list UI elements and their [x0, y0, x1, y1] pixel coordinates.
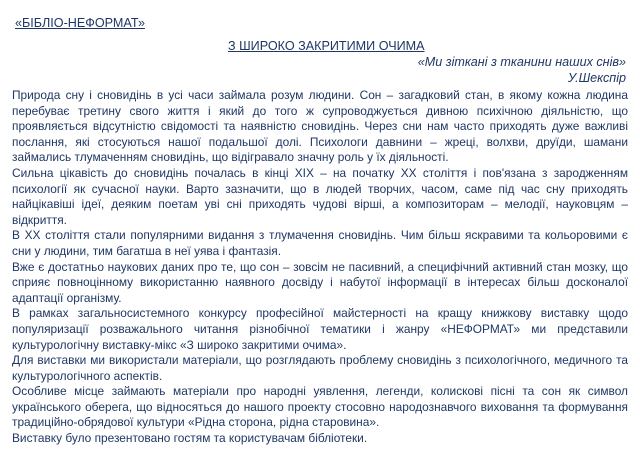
paragraph: Особливе місце займають матеріали про народні уявлення, легенди, колискові пісні та сон як символ українського оберега, що відносяться до нашого проекту стосовно народознавчого виховання та формування традиційно-обрядової культури «Рідна сторона, рідна старовина». [12, 384, 628, 430]
brand-title: «БІБЛІО-НЕФОРМАТ» [15, 16, 145, 30]
article-title: З ШИРОКО ЗАКРИТИМИ ОЧИМА [228, 39, 425, 53]
paragraph: В XX століття стали популярними видання з тлумачення сновидінь. Чим більш яскравими та кольоровими є сни у людини, тим багатша в неї уява і фантазія. [12, 228, 628, 258]
paragraph: В рамках загальносистемного конкурсу професійної майстерності на кращу книжкову виставку щодо популяризації розважального читання різнобічної тематики і жанру «НЕФОРМАТ» ми представили культурологічну виставку-мікс «З широко закритими очима». [12, 306, 628, 352]
epigraph [12, 54, 628, 86]
article-body [12, 88, 628, 447]
paragraph: Для виставки ми використали матеріали, що розглядають проблему сновидінь з психологічного, медичного та культурологічного аспектів. [12, 353, 628, 383]
epigraph-quote: «Ми зіткані з тканини наших снів» [417, 55, 626, 69]
paragraph: Природа сну і сновидінь в усі часи займала розум людини. Сон – загадковий стан, в якому кожна людина перебуває третину свого життя і який до того ж супроводжується дивною психічною діяльністю, що проявляється відсутністю свідомості та наявністю сновидінь. Через сни нам часто приходять дуже важливі послання, які стосуються нашої подальшої долі. Психологи давнини – жреці, волхви, друїди, шамани займались тлумаченням сновидінь, що відігравало значну роль у їх діяльності. [12, 88, 628, 165]
paragraph: Сильна цікавість до сновидінь почалась в кінці XIX – на початку XX століття і пов'язана з зародженням психології як сучасної науки. Варто зазначити, що в людей творчих, часом, саме під час сну приходять найцікавіші ідеї, деяким поетам уві сні приходять чудові вірші, а композиторам – мелодії, науковцям – відкриття. [12, 165, 628, 227]
paragraph: Вже є достатньо наукових даних про те, що сон – зовсім не пасивний, а специфічний активний стан мозку, що сприяє повноцінному використанню наявного досвіду і набутої інформації в інтересах більш досконалої адаптації організму. [12, 259, 628, 305]
paragraph: Виставку було презентовано гостям та користувачам бібліотеки. [12, 431, 368, 446]
epigraph-author: У.Шекспір [568, 71, 626, 85]
